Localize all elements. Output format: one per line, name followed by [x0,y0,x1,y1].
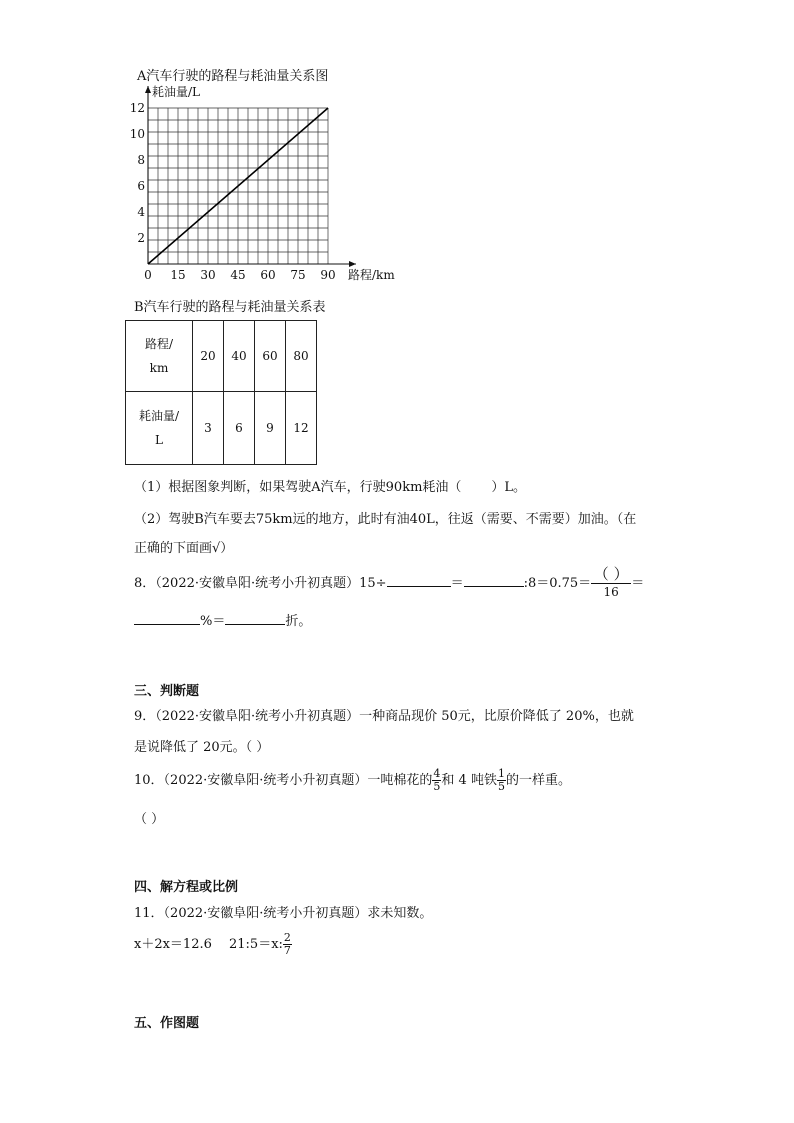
q8-equals: ＝ [450,576,464,591]
fraction-numerator: 2 [283,931,291,944]
row-header-unit: km [149,361,169,375]
fuel-table-b [125,320,317,465]
table-row [126,392,317,465]
fraction [283,932,292,957]
section-heading-equations: 四、解方程或比例 [134,880,239,895]
q8-equals: ＝ [631,576,645,591]
q8-discount: 折。 [285,614,312,629]
x-axis-arrow [349,261,356,267]
x-tick-label: 30 [200,268,216,282]
fraction-denominator: 16 [603,585,619,599]
section-heading-drawing: 五、作图题 [134,1016,200,1031]
section-heading-judgement: 三、判断题 [134,684,200,699]
answer-blank[interactable] [464,572,524,587]
fraction [497,768,506,793]
table-cell: 6 [224,392,255,465]
x-tick-label: 45 [230,268,246,282]
answer-blank[interactable] [387,572,451,587]
q10-middle: 和 4 吨铁 [441,773,497,788]
row-header-fuel [126,392,193,465]
q10-suffix: 的一样重。 [505,773,571,788]
fraction-denominator: 5 [497,780,505,793]
q8-line2 [134,610,311,629]
fraction-numerator: 1 [497,767,505,780]
answer-blank[interactable] [225,610,285,625]
y-tick-label: 2 [137,231,145,245]
q7-part2-line2: 正确的下面画√） [134,541,234,556]
y-axis-label: 耗油量/L [152,85,201,99]
x-axis-label: 路程/km [348,268,395,282]
q8-prefix: 8．（2022·安徽阜阳·统考小升初真题）15÷ [134,576,387,591]
table-cell: 12 [286,392,317,465]
fraction-denominator: 5 [433,780,441,793]
q10 [134,764,571,798]
q7-part1-end: ）L。 [491,480,527,495]
q7-part1 [134,476,526,495]
answer-blank[interactable] [134,610,200,625]
chart-title: A汽车行驶的路程与耗油量关系图 [137,69,329,84]
fraction-denominator: 7 [283,944,291,957]
y-tick-label: 12 [130,101,145,115]
table-title: B汽车行驶的路程与耗油量关系表 [134,300,326,315]
line-chart-a [130,82,400,282]
q8 [134,566,644,602]
fraction-numerator: 4 [433,767,441,780]
row-header-distance [126,321,193,392]
q11-equations [134,928,292,962]
x-tick-label: 75 [290,268,306,282]
y-tick-label: 6 [137,179,145,193]
y-tick-label: 10 [130,127,145,141]
table-cell: 9 [255,392,286,465]
q8-ratio: :8＝0.75＝ [523,576,592,591]
y-tick-label: 4 [137,205,145,219]
q11-line1: 11．（2022·安徽阜阳·统考小升初真题）求未知数。 [134,906,433,921]
x-tick-label: 0 [144,268,152,282]
table-cell: 20 [193,321,224,392]
fraction-blank[interactable] [591,567,631,600]
table-cell: 60 [255,321,286,392]
row-header-unit: L [155,433,163,447]
row-header-label: 耗油量/ [138,409,180,423]
q7-part2-line1: （2）驾驶B汽车要去75km远的地方，此时有油40L，往返（需要、不需要）加油。（在 [134,512,637,527]
x-tick-label: 60 [260,268,276,282]
table-row [126,321,317,392]
q8-percent: %＝ [200,614,226,629]
q7-part1-text: （1）根据图象判断，如果驾驶A汽车，行驶90km耗油（ [134,480,462,495]
q11-equation-text: x＋2x＝12.6 21:5＝x: [134,937,283,952]
q10-answer-paren[interactable]: （ ） [134,812,165,827]
q10-prefix: 10．（2022·安徽阜阳·统考小升初真题）一吨棉花的 [134,773,433,788]
table-cell: 3 [193,392,224,465]
q9-line2: 是说降低了 20元。（ ） [134,740,270,755]
fraction-numerator: （ ） [591,567,631,584]
table-cell: 80 [286,321,317,392]
x-tick-label: 15 [170,268,186,282]
y-axis-arrow [145,86,151,93]
x-tick-label: 90 [320,268,336,282]
table-cell: 40 [224,321,255,392]
q9-line1: 9．（2022·安徽阜阳·统考小升初真题）一种商品现价 50元，比原价降低了 20%，也就 [134,709,634,724]
row-header-label: 路程/ [144,337,174,351]
y-tick-label: 8 [137,153,145,167]
